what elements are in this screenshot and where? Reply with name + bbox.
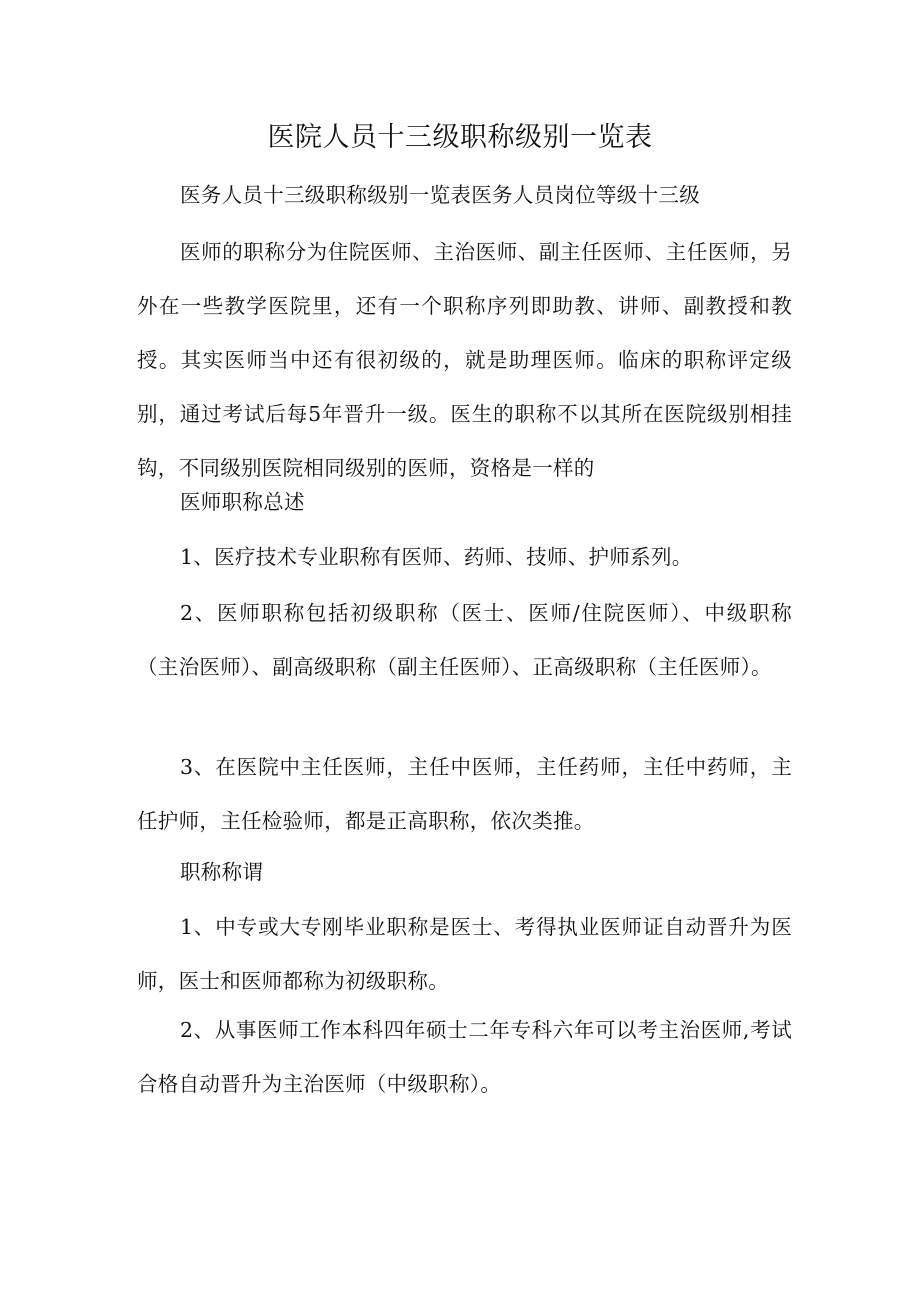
paragraph-overview-2: 2、医师职称包括初级职称（医士、医师/住院医师）、中级职称（主治医师）、副高级职称（副主任医师）、正高级职称（主任医师）。	[137, 601, 792, 679]
paragraph-overview-3: 3、在医院中主任医师，主任中医师，主任药师，主任中药师，主任护师，主任检验师，都是正高职称，依次类推。	[137, 755, 792, 833]
paragraph-titles-2: 2、从事医师工作本科四年硕士二年专科六年可以考主治医师,考试合格自动晋升为主治医师（中级职称）。	[137, 1018, 792, 1096]
paragraph-physician-titles: 医师的职称分为住院医师、主治医师、副主任医师、主任医师，另外在一些教学医院里，还有一个职称序列即助教、讲师、副教授和教授。其实医师当中还有很初级的，就是助理医师。临床的职称评定级别，通过考试后每5年晋升一级。医生的职称不以其所在医院级别相挂钩，不同级别医院相同级别的医师，资格是一样的	[137, 240, 792, 480]
paragraph-titles-1: 1、中专或大专刚毕业职称是医士、考得执业医师证自动晋升为医师，医士和医师都称为初级职称。	[137, 915, 792, 993]
paragraph-subtitle: 医务人员十三级职称级别一览表医务人员岗位等级十三级	[180, 183, 700, 207]
section-heading-titles: 职称称谓	[180, 860, 264, 884]
section-heading-overview: 医师职称总述	[180, 490, 305, 514]
paragraph-overview-1: 1、医疗技术专业职称有医师、药师、技师、护师系列。	[180, 545, 693, 569]
document-title: 医院人员十三级职称级别一览表	[267, 122, 653, 153]
